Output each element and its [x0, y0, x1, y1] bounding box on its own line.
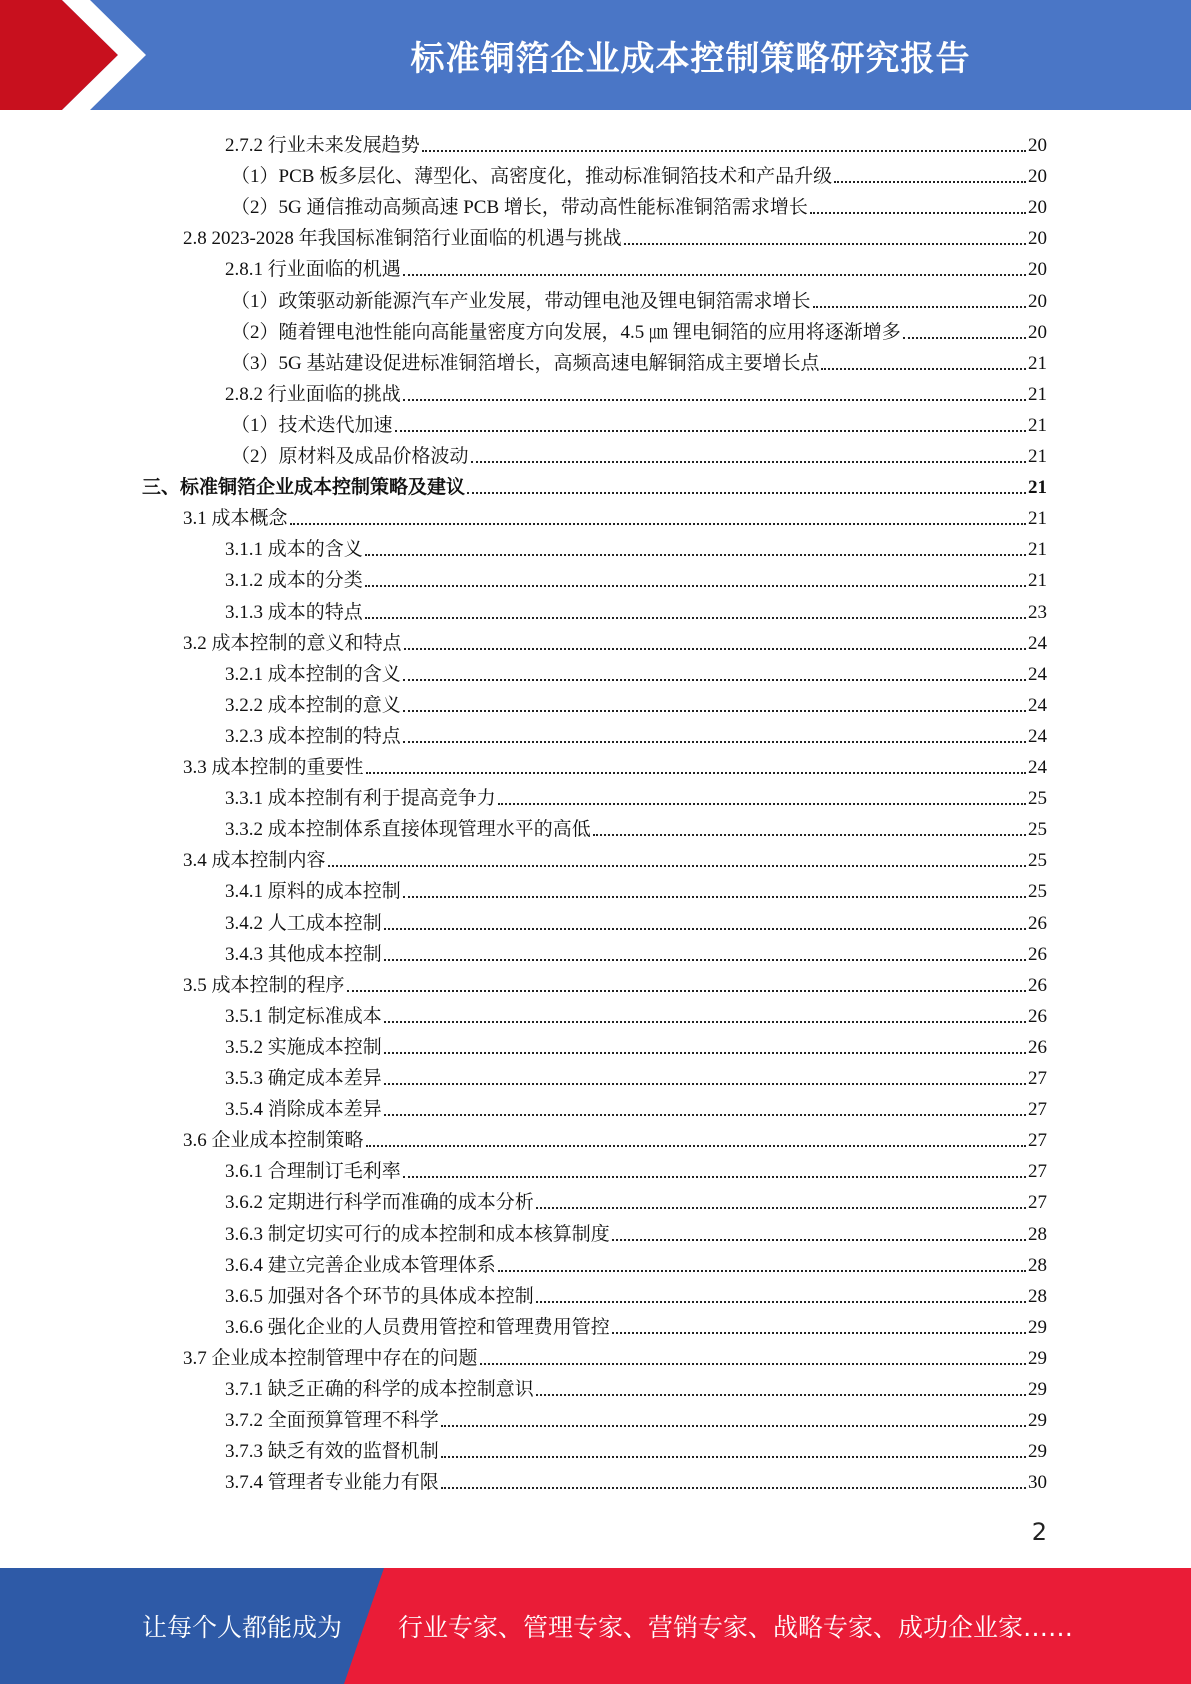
toc-dot-leader	[441, 1425, 1026, 1427]
toc-dot-leader	[536, 1394, 1026, 1396]
toc-entry-page: 24	[1028, 632, 1047, 654]
toc-entry-page: 29	[1028, 1379, 1047, 1400]
toc-entry-label: 3.3 成本控制的重要性	[183, 757, 364, 778]
toc-entry-page: 26	[1028, 974, 1047, 996]
toc-entry-page: 25	[1028, 881, 1047, 903]
toc-dot-leader	[903, 337, 1026, 339]
toc-entry[interactable]	[225, 1278, 1047, 1309]
toc-entry-page: 26	[1028, 912, 1047, 934]
toc-dot-leader	[498, 803, 1026, 805]
toc-entry[interactable]	[225, 531, 1047, 562]
header-arrow-decoration	[0, 0, 160, 110]
toc-entry[interactable]	[231, 189, 1047, 220]
toc-entry-page: 27	[1028, 1192, 1047, 1214]
toc-entry[interactable]	[225, 562, 1047, 593]
toc-dot-leader	[810, 212, 1026, 214]
toc-entry[interactable]	[183, 842, 1047, 873]
toc-entry-label: 2.7.2 行业未来发展趋势	[225, 135, 420, 156]
toc-dot-leader	[593, 834, 1026, 836]
toc-entry-page: 26	[1028, 943, 1047, 965]
toc-entry-page: 24	[1028, 694, 1047, 716]
toc-entry-label: （2）5G 通信推动高频高速 PCB 增长，带动高性能标准铜箔需求增长	[231, 197, 808, 219]
toc-dot-leader	[536, 1207, 1026, 1209]
toc-entry-label: 3.7.2 全面预算管理不科学	[225, 1410, 439, 1432]
toc-entry-label: 3.1.1 成本的含义	[225, 539, 363, 561]
toc-dot-leader	[395, 430, 1026, 432]
toc-entry-label: 3.2.2 成本控制的意义	[225, 694, 401, 716]
toc-entry[interactable]	[231, 438, 1047, 469]
toc-entry[interactable]	[225, 376, 1047, 407]
toc-entry-page: 26	[1028, 1036, 1047, 1058]
toc-dot-leader	[612, 1332, 1026, 1334]
toc-entry-page: 25	[1028, 819, 1047, 841]
toc-entry[interactable]	[225, 687, 1047, 718]
toc-entry-page: 27	[1028, 1068, 1047, 1089]
toc-dot-leader	[821, 368, 1026, 370]
toc-entry[interactable]	[225, 1433, 1047, 1464]
toc-entry[interactable]	[225, 1464, 1047, 1495]
toc-entry[interactable]	[225, 1091, 1047, 1122]
toc-entry-label: 3.5.4 消除成本差异	[225, 1099, 382, 1121]
toc-dot-leader	[834, 181, 1026, 183]
toc-entry-page: 30	[1028, 1472, 1047, 1494]
toc-entry-page: 28	[1028, 1223, 1047, 1245]
toc-entry-label: 3.5.1 制定标准成本	[225, 1005, 382, 1027]
toc-entry-page: 28	[1028, 1254, 1047, 1276]
toc-entry-page: 20	[1028, 166, 1047, 188]
toc-entry[interactable]	[225, 594, 1047, 625]
toc-entry-label: 3.7.4 管理者专业能力有限	[225, 1472, 439, 1494]
toc-entry-page: 25	[1028, 850, 1047, 872]
toc-entry-label: （1）技术迭代加速	[231, 414, 393, 436]
toc-dot-leader	[471, 461, 1026, 463]
toc-entry-label: （1）政策驱动新能源汽车产业发展，带动锂电池及锂电铜箔需求增长	[231, 290, 811, 312]
toc-dot-leader	[384, 928, 1026, 930]
toc-entry-page: 20	[1028, 228, 1047, 250]
toc-entry-page: 20	[1028, 321, 1047, 343]
toc-dot-leader	[384, 1052, 1026, 1054]
toc-dot-leader	[366, 1145, 1026, 1147]
toc-dot-leader	[480, 1363, 1026, 1365]
toc-entry-label: 3.6.1 合理制订毛利率	[225, 1161, 401, 1183]
toc-dot-leader	[403, 896, 1026, 898]
toc-entry-page: 27	[1028, 1161, 1047, 1183]
toc-entry-label: 3.7 企业成本控制管理中存在的问题	[183, 1347, 478, 1369]
footer-slogan-left: 让每个人都能成为	[142, 1613, 343, 1642]
toc-entry-label: 3.5 成本控制的程序	[183, 974, 345, 996]
toc-entry[interactable]	[231, 345, 1047, 376]
toc-entry[interactable]	[225, 936, 1047, 967]
toc-entry-label: 3.2.3 成本控制的特点	[225, 725, 401, 747]
toc-entry-page: 21	[1028, 570, 1047, 592]
toc-entry-page: 29	[1028, 1410, 1047, 1432]
toc-entry-label: 2.8.2 行业面临的挑战	[225, 383, 401, 405]
toc-dot-leader	[328, 865, 1026, 867]
toc-entry[interactable]	[183, 500, 1047, 531]
toc-entry-label: （2）原材料及成品价格波动	[231, 446, 469, 467]
toc-dot-leader	[624, 243, 1026, 245]
toc-entry-page: 29	[1028, 1316, 1047, 1338]
toc-dot-leader	[366, 772, 1026, 774]
toc-dot-leader	[403, 741, 1026, 743]
toc-entry[interactable]	[183, 625, 1047, 656]
toc-entry-label: 2.8.1 行业面临的机遇	[225, 259, 401, 281]
toc-entry-page: 21	[1028, 446, 1047, 467]
toc-entry[interactable]	[231, 314, 1047, 345]
toc-dot-leader	[403, 679, 1026, 681]
toc-dot-leader	[403, 274, 1026, 276]
toc-entry[interactable]	[225, 1371, 1047, 1402]
toc-dot-leader	[403, 1176, 1026, 1178]
toc-entry-page: 25	[1028, 788, 1047, 810]
toc-entry-label: 3.6.3 制定切实可行的成本控制和成本核算制度	[225, 1223, 610, 1245]
toc-dot-leader	[536, 1301, 1026, 1303]
toc-entry-page: 21	[1028, 383, 1047, 405]
toc-entry-label: 3.1 成本概念	[183, 508, 288, 530]
toc-entry-label: 3.1.3 成本的特点	[225, 601, 363, 623]
toc-dot-leader	[347, 990, 1026, 992]
page-number: 2	[1031, 1518, 1047, 1546]
toc-dot-leader	[384, 1083, 1026, 1085]
toc-entry-page: 20	[1028, 259, 1047, 281]
toc-dot-leader	[441, 1456, 1026, 1458]
toc-entry[interactable]	[183, 1340, 1047, 1371]
toc-entry-page: 24	[1028, 663, 1047, 685]
toc-entry-label: 3.4 成本控制内容	[183, 850, 326, 872]
toc-entry[interactable]	[225, 656, 1047, 687]
toc-dot-leader	[498, 1270, 1026, 1272]
toc-entry-label: 3.3.1 成本控制有利于提高竞争力	[225, 788, 496, 810]
toc-dot-leader	[290, 523, 1026, 525]
toc-entry-label: 2.8 2023-2028 年我国标准铜箔行业面临的机遇与挑战	[183, 228, 622, 250]
toc-entry[interactable]	[225, 1060, 1047, 1091]
toc-entry-page: 21	[1028, 477, 1047, 499]
toc-entry[interactable]	[231, 407, 1047, 438]
toc-entry-label: 3.6.4 建立完善企业成本管理体系	[225, 1254, 496, 1276]
toc-entry-label: 3.6 企业成本控制策略	[183, 1130, 364, 1152]
toc-entry-label: 3.4.2 人工成本控制	[225, 912, 382, 934]
toc-entry-label: （1）PCB 板多层化、薄型化、高密度化，推动标准铜箔技术和产品升级	[231, 166, 833, 188]
toc-entry[interactable]	[225, 905, 1047, 936]
toc-dot-leader	[403, 710, 1026, 712]
toc-entry[interactable]	[225, 811, 1047, 842]
toc-entry-label: 3.6.2 定期进行科学而准确的成本分析	[225, 1192, 534, 1214]
toc-entry-page: 20	[1028, 290, 1047, 312]
toc-entry-label: 3.7.3 缺乏有效的监督机制	[225, 1441, 439, 1463]
toc-entry-page: 21	[1028, 508, 1047, 530]
toc-entry-label: （3）5G 基站建设促进标准铜箔增长，高频高速电解铜箔成主要增长点	[231, 352, 820, 374]
toc-dot-leader	[365, 554, 1026, 556]
toc-entry[interactable]	[225, 1309, 1047, 1340]
report-title: 标准铜箔企业成本控制策略研究报告	[410, 38, 971, 79]
toc-entry[interactable]	[225, 1216, 1047, 1247]
toc-entry-label: 3.2 成本控制的意义和特点	[183, 632, 402, 654]
toc-entry[interactable]	[225, 251, 1047, 282]
toc-entry-label: 3.4.3 其他成本控制	[225, 943, 382, 965]
toc-entry-page: 20	[1028, 135, 1047, 156]
toc-dot-leader	[384, 1114, 1026, 1116]
toc-entry-page: 21	[1028, 539, 1047, 561]
toc-entry-page: 24	[1028, 725, 1047, 747]
toc-entry-label: 3.2.1 成本控制的含义	[225, 663, 401, 685]
toc-entry[interactable]	[225, 780, 1047, 811]
toc-dot-leader	[467, 492, 1026, 494]
toc-dot-leader	[384, 1021, 1026, 1023]
toc-entry-page: 27	[1028, 1099, 1047, 1121]
toc-entry-page: 20	[1028, 197, 1047, 219]
toc-entry-page: 27	[1028, 1130, 1047, 1152]
toc-entry[interactable]	[225, 998, 1047, 1029]
toc-entry-label: 3.5.3 确定成本差异	[225, 1068, 382, 1089]
toc-entry[interactable]	[225, 1184, 1047, 1215]
toc-entry[interactable]	[225, 1153, 1047, 1184]
toc-entry[interactable]	[183, 1122, 1047, 1153]
toc-entry[interactable]	[183, 749, 1047, 780]
toc-entry-page: 23	[1028, 601, 1047, 623]
toc-entry-label: （2）随着锂电池性能向高能量密度方向发展，4.5 ㎛ 锂电铜箔的应用将逐渐增多	[231, 321, 901, 343]
toc-entry[interactable]	[231, 283, 1047, 314]
footer-slogan-right: 行业专家、管理专家、营销专家、战略专家、成功企业家……	[398, 1613, 1074, 1642]
toc-entry-label: 3.6.6 强化企业的人员费用管控和管理费用管控	[225, 1316, 610, 1338]
page-footer	[0, 1568, 1191, 1684]
toc-dot-leader	[813, 306, 1026, 308]
toc-entry-label: 3.6.5 加强对各个环节的具体成本控制	[225, 1285, 534, 1307]
toc-entry-page: 29	[1028, 1347, 1047, 1369]
toc-entry[interactable]	[225, 127, 1047, 158]
toc-dot-leader	[365, 585, 1026, 587]
toc-dot-leader	[441, 1487, 1026, 1489]
toc-entry-label: 3.7.1 缺乏正确的科学的成本控制意识	[225, 1379, 534, 1400]
toc-entry-label: 3.1.2 成本的分类	[225, 570, 363, 592]
toc-entry[interactable]	[231, 158, 1047, 189]
toc-entry-page: 21	[1028, 352, 1047, 374]
toc-dot-leader	[422, 150, 1026, 152]
toc-entry-label: 3.3.2 成本控制体系直接体现管理水平的高低	[225, 819, 591, 841]
toc-entry-page: 26	[1028, 1005, 1047, 1027]
toc-entry-label: 3.4.1 原料的成本控制	[225, 881, 401, 903]
toc-entry[interactable]	[225, 873, 1047, 904]
toc-entry[interactable]	[183, 220, 1047, 251]
toc-entry[interactable]	[225, 1402, 1047, 1433]
toc-dot-leader	[384, 959, 1026, 961]
toc-entry[interactable]	[183, 967, 1047, 998]
toc-dot-leader	[612, 1239, 1026, 1241]
toc-entry[interactable]	[225, 1029, 1047, 1060]
toc-entry-page: 28	[1028, 1285, 1047, 1307]
toc-entry-label: 3.5.2 实施成本控制	[225, 1036, 382, 1058]
toc-entry[interactable]	[142, 469, 1047, 500]
toc-entry[interactable]	[225, 1247, 1047, 1278]
toc-dot-leader	[404, 648, 1026, 650]
toc-entry-page: 29	[1028, 1441, 1047, 1463]
toc-entry-page: 24	[1028, 757, 1047, 778]
toc-dot-leader	[365, 617, 1026, 619]
toc-dot-leader	[403, 399, 1026, 401]
toc-entry-label: 三、标准铜箔企业成本控制策略及建议	[142, 477, 466, 499]
page-header	[0, 0, 1191, 110]
toc-entry[interactable]	[225, 718, 1047, 749]
toc-entry-page: 21	[1028, 414, 1047, 436]
